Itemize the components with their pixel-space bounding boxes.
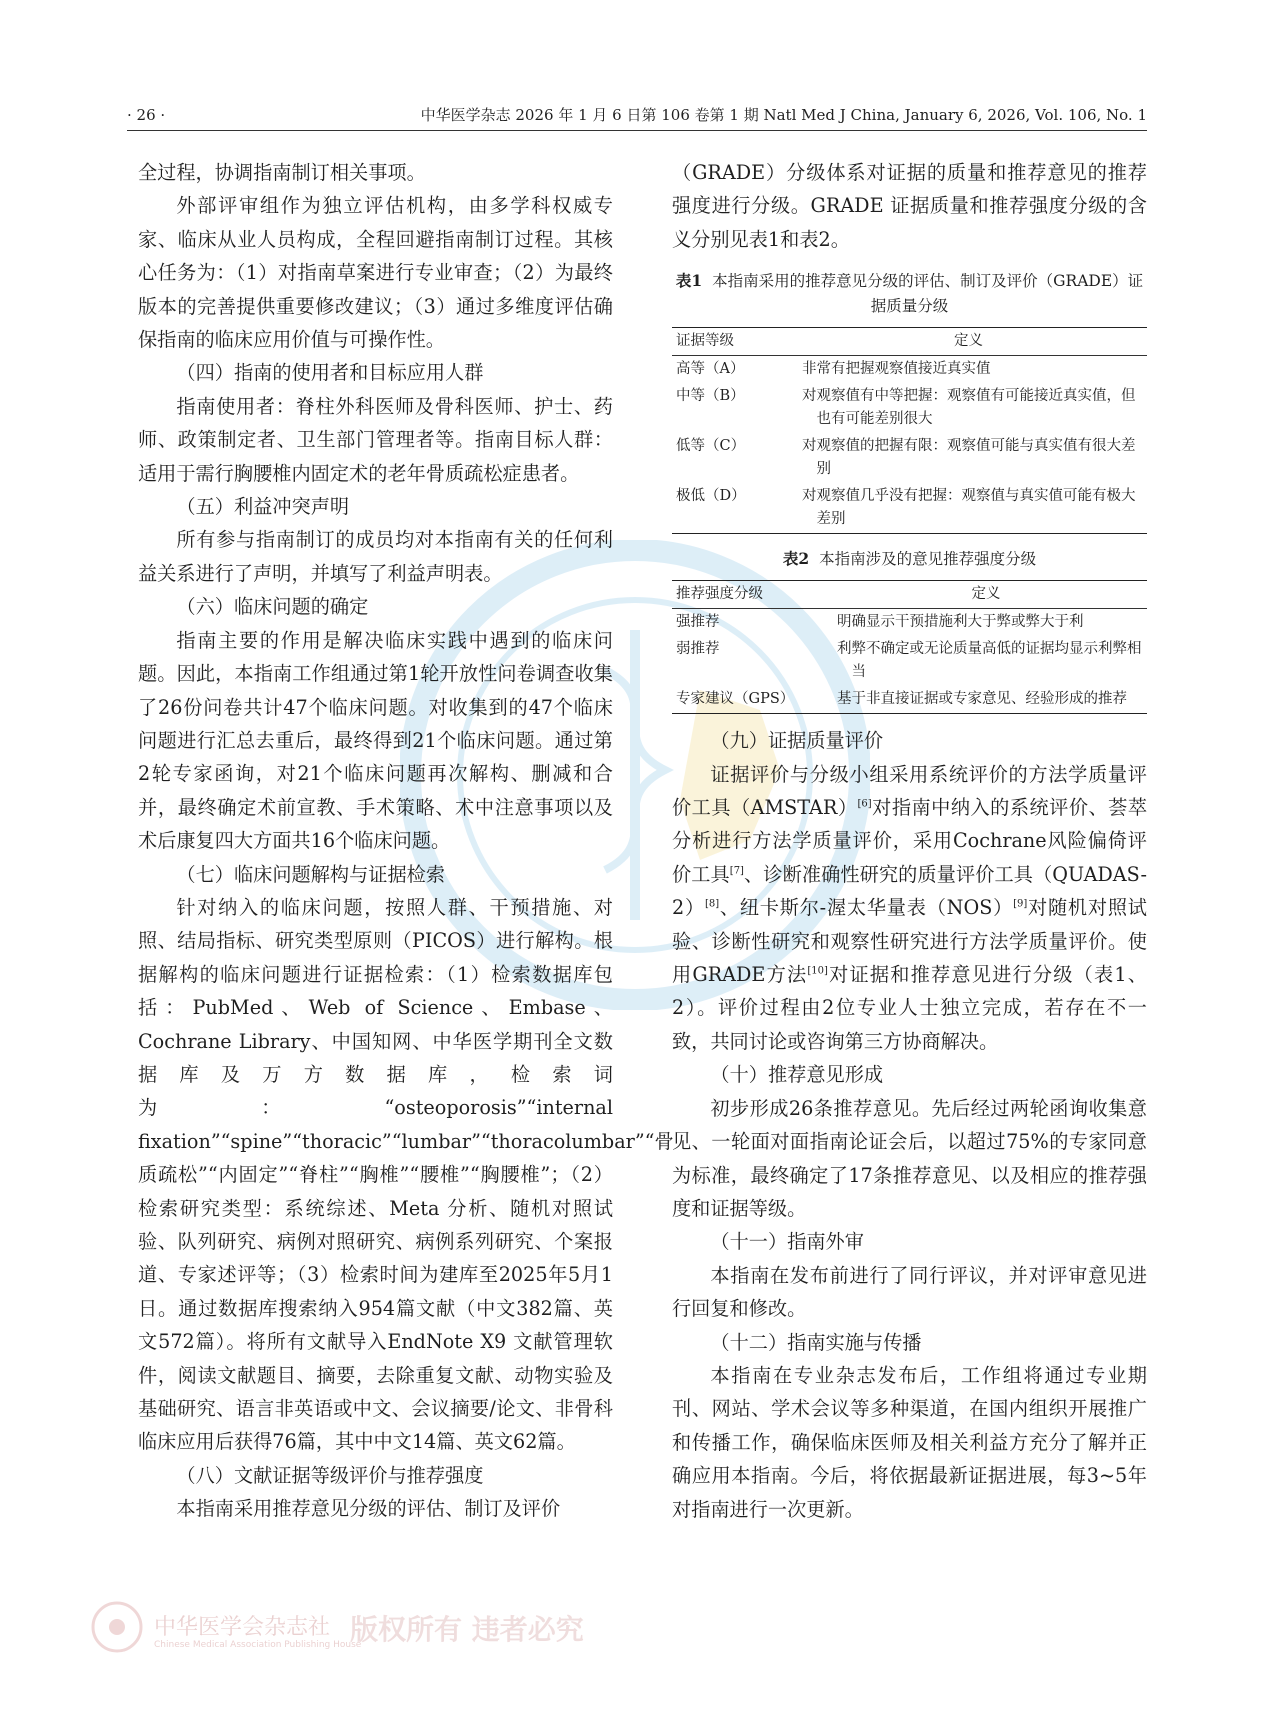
publisher-logo: [90, 1600, 650, 1660]
paragraph: 针对纳入的临床问题，按照人群、干预措施、对照、结局指标、研究类型原则（PICOS）进行解构。根据解构的临床问题进行证据检索：（1）检索数据库包括：PubMed、Web of Science、Embase、Cochrane Library、中国知网、中华医学期刊全文数据库及万方数据库，检索词为：“osteoporosis”“internal fixation”“spine”“thoracic”“lumbar”“thoracolumbar”“骨质疏松”“内固定”“脊柱”“胸椎”“腰椎”“胸腰椎”；（2）检索研究类型：系统综述、Meta 分析、随机对照试验、队列研究、病例对照研究、病例系列研究、个案报道、专家述评等；（3）检索时间为建库至2025年5月1日。通过数据库搜索纳入954篇文献（中文382篇、英文572篇）。将所有文献导入EndNote X9 文献管理软件，阅读文献题目、摘要，去除重复文献、动物实验及基础研究、语言非英语或中文、会议摘要/论文、非骨科临床应用后获得76篇，其中中文14篇、英文62篇。: [138, 895, 674, 1454]
table-cell: 低等（C）: [676, 438, 746, 455]
paragraph: 本指南在发布前进行了同行评议，并对评审意见进行回复和修改。: [672, 1263, 1147, 1321]
table1-title: 本指南采用的推荐意见分级的评估、制订及评价（GRADE）证据质量分级: [712, 272, 1144, 316]
table-cell: 弱推荐: [676, 641, 720, 658]
table-header-cell: 推荐强度分级: [672, 581, 825, 609]
right-column: [672, 156, 1147, 1526]
table-row: [672, 383, 1147, 433]
publisher-name: 中华医学会杂志社: [154, 1615, 331, 1640]
table2-caption: [672, 546, 1147, 572]
running-header: [127, 100, 1147, 131]
section-heading: （十二）指南实施与传播: [710, 1330, 922, 1354]
table2-label: 表2: [782, 549, 810, 569]
table-cell: 极低（D）: [676, 488, 746, 505]
copyright-notice: 版权所有 违者必究: [350, 1613, 584, 1646]
section-heading: （七）临床问题解构与证据检索: [176, 862, 446, 886]
flower-icon: [90, 1600, 144, 1654]
journal-citation: 中华医学杂志 2026 年 1 月 6 日第 106 卷第 1 期 Natl Med J China, January 6, 2026, Vol. 106, No. 1: [420, 106, 1147, 124]
paragraph: 全过程，协调指南制订相关事项。: [138, 161, 426, 184]
table-cell: 基于非直接证据或专家意见、经验形成的推荐: [837, 691, 1127, 708]
section-heading: （五）利益冲突声明: [176, 495, 350, 519]
table1: [672, 327, 1147, 534]
publisher-name-en: Chinese Medical Association Publishing House: [154, 1640, 362, 1650]
paragraph: 本指南在专业杂志发布后，工作组将通过专业期刊、网站、学术会议等多种渠道，在国内组织开展推广和传播工作，确保临床医师及相关利益方充分了解并正确应用本指南。今后，将依据最新证据进展，每3~5年对指南进行一次更新。: [672, 1363, 1147, 1521]
table-cell: 利弊不确定或无论质量高低的证据均显示利弊相当: [837, 641, 1142, 681]
table1-caption: [672, 268, 1147, 319]
table-cell: 强推荐: [676, 614, 720, 631]
table-cell: 非常有把握观察值接近真实值: [802, 361, 991, 378]
table-row: [672, 609, 1147, 637]
table2-title: 本指南涉及的意见推荐强度分级: [819, 550, 1037, 569]
section-heading: （九）证据质量评价: [710, 729, 884, 753]
paragraph: 所有参与指南制订的成员均对本指南有关的任何利益关系进行了声明，并填写了利益声明表。: [138, 528, 613, 585]
table-header-cell: 定义: [825, 581, 1147, 609]
left-column: [138, 156, 674, 1526]
citation-ref[interactable]: [8]: [704, 898, 720, 910]
table-cell: 对观察值有中等把握：观察值有可能接近真实值，但也有可能差别很大: [802, 388, 1136, 428]
section-heading: （四）指南的使用者和目标应用人群: [176, 361, 484, 385]
table2: [672, 580, 1147, 714]
paragraph: 本指南采用推荐意见分级的评估、制订及评价: [176, 1497, 561, 1521]
table-row: [672, 433, 1147, 483]
citation-ref[interactable]: [10]: [807, 965, 828, 977]
table-row: [672, 686, 1147, 714]
page-number: · 26 ·: [127, 106, 166, 124]
section-heading: （十一）指南外审: [710, 1230, 864, 1254]
table-header-row: [672, 581, 1147, 609]
citation-ref[interactable]: [7]: [729, 865, 744, 877]
table1-label: 表1: [675, 271, 703, 291]
section-heading: （八）文献证据等级评价与推荐强度: [176, 1463, 484, 1487]
citation-ref[interactable]: [9]: [1013, 898, 1028, 910]
paragraph: 外部评审组作为独立评估机构，由多学科权威专家、临床从业人员构成，全程回避指南制订过程。其核心任务为：（1）对指南草案进行专业审查；（2）为最终版本的完善提供重要修改建议；（3）通过多维度评估确保指南的临床应用价值与可操作性。: [138, 194, 613, 352]
table-cell: 专家建议（GPS）: [676, 691, 795, 708]
table-row: [672, 483, 1147, 534]
table-cell: 对观察值的把握有限：观察值可能与真实值有很大差别: [802, 438, 1136, 478]
table-cell: 高等（A）: [676, 361, 745, 378]
table-header-cell: 证据等级: [672, 328, 790, 356]
table-cell: 中等（B）: [676, 388, 745, 405]
section-heading: （六）临床问题的确定: [176, 595, 369, 619]
paragraph: 证据评价与分级小组采用系统评价的方法学质量评价工具（AMSTAR）[6]对指南中纳入的系统评价、荟萃分析进行方法学质量评价，采用Cochrane风险偏倚评价工具[7]、诊断准确性研究的质量评价工具（QUADAS-2）[8]、纽卡斯尔-渥太华量表（NOS）[9]对随机对照试验、诊断性研究和观察性研究进行方法学质量评价。使用GRADE方法[10]对证据和推荐意见进行分级（表1、2）。评价过程由2位专业人士独立完成，若存在不一致，共同讨论或咨询第三方协商解决。: [672, 762, 1148, 1053]
paragraph: 指南主要的作用是解决临床实践中遇到的临床问题。因此，本指南工作组通过第1轮开放性问卷调查收集了26份问卷共计47个临床问题。对收集到的47个临床问题进行汇总去重后，最终得到21个临床问题。通过第2轮专家函询，对21个临床问题再次解构、删减和合并，最终确定术前宣教、手术策略、术中注意事项以及术后康复四大方面共16个临床问题。: [138, 628, 613, 853]
table-header-cell: 定义: [790, 328, 1147, 356]
table-cell: 明确显示干预措施利大于弊或弊大于利: [837, 614, 1084, 631]
paragraph: 初步形成26条推荐意见。先后经过两轮函询收集意见、一轮面对面指南论证会后，以超过75%的专家同意为标准，最终确定了17条推荐意见、以及相应的推荐强度和证据等级。: [672, 1096, 1147, 1220]
citation-ref[interactable]: [6]: [857, 798, 872, 810]
table-header-row: [672, 328, 1147, 356]
table-row: [672, 636, 1147, 686]
table-row: [672, 356, 1147, 384]
section-heading: （十）推荐意见形成: [710, 1063, 884, 1087]
paragraph: （GRADE）分级体系对证据的质量和推荐意见的推荐强度进行分级。GRADE 证据质量和推荐强度分级的含义分别见表1和表2。: [672, 161, 1147, 251]
paragraph: 指南使用者：脊柱外科医师及骨科医师、护士、药师、政策制定者、卫生部门管理者等。指南目标人群：适用于需行胸腰椎内固定术的老年骨质疏松症患者。: [138, 394, 613, 485]
table-cell: 对观察值几乎没有把握：观察值与真实值可能有极大差别: [802, 488, 1136, 528]
